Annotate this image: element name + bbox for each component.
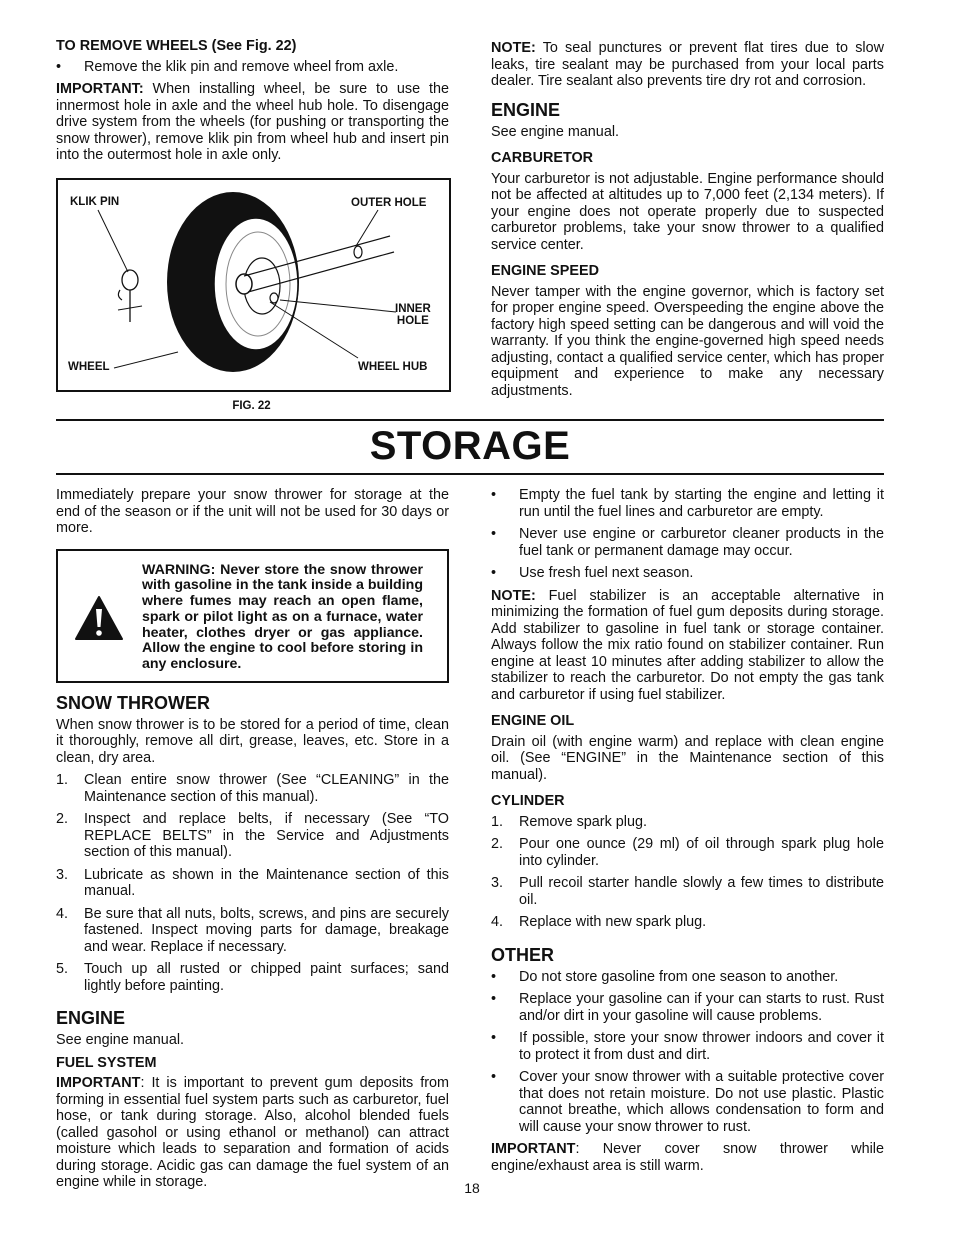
storage-engine-text: See engine manual. (56, 1032, 185, 1048)
storage-top-rule (56, 419, 884, 421)
list-item (491, 969, 884, 986)
cylinder-heading: CYLINDER (491, 793, 565, 809)
list-item (491, 487, 884, 520)
bullet-marker: • (491, 991, 497, 1007)
warning-text: WARNING: Never store the snow thrower with gasoline in the tank inside a building where fumes may reach an open flame, spark or pilot light as on a furnace, water heater, clothes dryer or gas appliance. Allow the engine to cool before storing in any enclosure. (142, 561, 423, 673)
fuel-bullets (491, 487, 884, 582)
list-item (56, 59, 449, 76)
snow-thrower-heading: SNOW THROWER (56, 692, 210, 713)
warning-box (56, 549, 449, 683)
list-item-text: Replace your gasoline can if your can starts to rust. Rust and/or dirt in your gasoline will cause problems. (519, 991, 884, 1024)
remove-wheels-list (56, 59, 449, 76)
storage-bottom-rule (56, 473, 884, 475)
bullet-marker: • (491, 1069, 497, 1085)
note-text: Fuel stabilizer is an acceptable alternative in minimizing the formation of fuel gum deposits during storage. Add stabilizer to gasoline in fuel tank or storage container. Always follow the mix ratio found on stabilizer container. Run engine at least 10 minutes after adding stabilizer to allow the stabilizer to reach the carburetor. Do not empty the gas tank and carburetor if using fuel stabilizer. (491, 587, 884, 703)
important-text: When installing wheel, be sure to use the innermost hole in axle and the wheel hub hole. To disengage drive system from the wheels (for pushing or transporting the snow thrower), remove klik pin from wheel hub and insert pin into the outermost hole in axle only. (56, 81, 449, 163)
remove-wheels-section (56, 38, 449, 414)
wheel-illustration (58, 180, 449, 390)
tire-sealant-note (491, 40, 884, 90)
note-text: To seal punctures or prevent flat tires due to slow leaks, tire sealant may be purchased from your local parts dealer. Tire sealant also prevents tire dry rot and corrosion. (491, 40, 884, 89)
list-item (491, 526, 884, 559)
list-item-text: Empty the fuel tank by starting the engine and letting it run until the fuel lines and carburetor are empty. (519, 487, 884, 520)
list-item (491, 875, 884, 908)
snow-thrower-steps (56, 772, 449, 994)
step-number: 3. (491, 875, 504, 891)
important-label: IMPORTANT (56, 1075, 141, 1091)
list-item (491, 1030, 884, 1063)
inner-hole-label-line1: INNER (395, 302, 431, 315)
bullet-marker: • (491, 526, 497, 542)
bullet-marker: • (491, 968, 497, 985)
step-number: 1. (56, 772, 69, 788)
engine-speed-text: Never tamper with the engine governor, which is factory set for proper engine speed. Overspeeding the engine above the factory high speed setting can be dangerous and will void the warranty. If you think the engine-governed high speed needs adjusting, contact a qualified service center, which has proper equipment and experience to make any necessary adjustments. (491, 283, 884, 399)
list-item-text: Never use engine or carburetor cleaner products in the fuel tank or permanent damage may occur. (519, 526, 884, 559)
step-number: 1. (491, 813, 504, 830)
step-text: Lubricate as shown in the Maintenance section of this manual. (84, 866, 449, 899)
warning-triangle-icon (74, 595, 124, 641)
engine-oil-text: Drain oil (with engine warm) and replace with clean engine oil. (See “ENGINE” in the Maintenance section of this manual). (491, 733, 884, 783)
list-item (56, 961, 449, 994)
list-item-text: Remove the klik pin and remove wheel from axle. (84, 58, 399, 75)
remove-wheels-important (56, 81, 449, 164)
step-text: Be sure that all nuts, bolts, screws, and pins are securely fastened. Inspect moving parts for damage, breakage and wear. Replace if necessary. (84, 905, 449, 955)
list-item (491, 991, 884, 1024)
inner-hole-label (395, 303, 431, 327)
fuel-stabilizer-note (491, 588, 884, 704)
step-text: Remove spark plug. (519, 813, 647, 830)
storage-title: STORAGE (369, 424, 571, 468)
list-item (491, 814, 884, 831)
storage-intro: Immediately prepare your snow thrower for storage at the end of the season or if the unit will not be used for 30 days or more. (56, 487, 449, 536)
storage-left-section (56, 487, 449, 1197)
list-item (491, 914, 884, 931)
fuel-system-text (56, 1075, 449, 1191)
snow-thrower-text: When snow thrower is to be stored for a period of time, clean it thoroughly, remove all dirt, grease, leaves, etc. Store in a clean, dry area. (56, 716, 449, 766)
step-text: Touch up all rusted or chipped paint surfaces; sand lightly before painting. (84, 961, 449, 994)
list-item (491, 565, 884, 582)
important-label: IMPORTANT (491, 1141, 576, 1157)
list-item-text: Do not store gasoline from one season to another. (519, 968, 839, 985)
engine-heading: ENGINE (491, 99, 561, 120)
step-number: 4. (56, 905, 69, 922)
list-item (56, 811, 449, 861)
carburetor-text: Your carburetor is not adjustable. Engine performance should not be affected at altitudes up to 7,000 feet (2,134 meters). If your engine does not operate properly due to suspected carburetor problems, take your snow thrower to a qualified service center. (491, 170, 884, 253)
note-label: NOTE: (491, 587, 536, 604)
step-number: 2. (491, 836, 504, 852)
list-item (491, 836, 884, 869)
step-text: Replace with new spark plug. (519, 914, 707, 930)
note-label: NOTE: (491, 40, 536, 56)
cylinder-steps (491, 814, 884, 931)
list-item (491, 1069, 884, 1135)
storage-right-section (491, 487, 884, 1180)
bullet-marker: • (491, 565, 497, 581)
page-number: 18 (464, 1180, 480, 1196)
important-text: : Never cover snow thrower while engine/exhaust area is still warm. (491, 1141, 884, 1174)
step-text: Inspect and replace belts, if necessary (See “TO REPLACE BELTS” in the Service and Adjustments section of this manual). (84, 811, 449, 860)
important-text: : It is important to prevent gum deposits from forming in essential fuel system parts such as carburetor, fuel hose, or tank during storage. Also, alcohol blended fuels (called gasohol or using ethanol or methanol) can attract moisture which leads to separation and formation of acids during storage. Acidic gas can damage the fuel system of an engine while in storage. (56, 1075, 449, 1190)
bullet-marker: • (56, 58, 62, 75)
cover-important (491, 1141, 884, 1174)
list-item (56, 772, 449, 805)
outer-hole-label: OUTER HOLE (351, 196, 427, 209)
klik-pin-label: KLIK PIN (70, 195, 120, 208)
engine-speed-heading: ENGINE SPEED (491, 263, 599, 279)
bullet-marker: • (491, 487, 497, 503)
figure-caption: FIG. 22 (232, 399, 271, 412)
list-item-text: Use fresh fuel next season. (519, 565, 694, 581)
step-text: Pull recoil starter handle slowly a few times to distribute oil. (519, 875, 884, 908)
engine-oil-heading: ENGINE OIL (491, 713, 575, 729)
important-label: IMPORTANT: (56, 81, 144, 97)
wheel-hub-label: WHEEL HUB (358, 360, 428, 373)
figure-22 (56, 178, 451, 392)
list-item-text: If possible, store your snow thrower indoors and cover it to protect it from dust and dirt. (519, 1030, 884, 1063)
step-number: 2. (56, 811, 69, 827)
step-text: Pour one ounce (29 ml) of oil through spark plug hole into cylinder. (519, 836, 884, 869)
step-number: 3. (56, 866, 69, 883)
step-number: 5. (56, 961, 69, 977)
inner-hole-label-line2: HOLE (396, 314, 429, 327)
bullet-marker: • (491, 1030, 497, 1046)
fuel-system-heading: FUEL SYSTEM (56, 1054, 157, 1071)
list-item (56, 867, 449, 900)
other-bullets (491, 969, 884, 1136)
other-heading: OTHER (491, 944, 554, 965)
maintenance-right-section (491, 40, 884, 405)
engine-text: See engine manual. (491, 123, 620, 140)
wheel-label: WHEEL (68, 360, 110, 373)
remove-wheels-heading: TO REMOVE WHEELS (See Fig. 22) (56, 38, 297, 54)
carburetor-heading: CARBURETOR (491, 150, 594, 166)
list-item (56, 906, 449, 956)
storage-engine-heading: ENGINE (56, 1008, 126, 1028)
step-text: Clean entire snow thrower (See “CLEANING” in the Maintenance section of this manual). (84, 772, 449, 805)
step-number: 4. (491, 914, 504, 930)
list-item-text: Cover your snow thrower with a suitable protective cover that does not retain moisture. Do not use plastic. Plastic cannot breathe, which allows condensation to form and will cause your snow thrower to rust. (519, 1069, 884, 1135)
